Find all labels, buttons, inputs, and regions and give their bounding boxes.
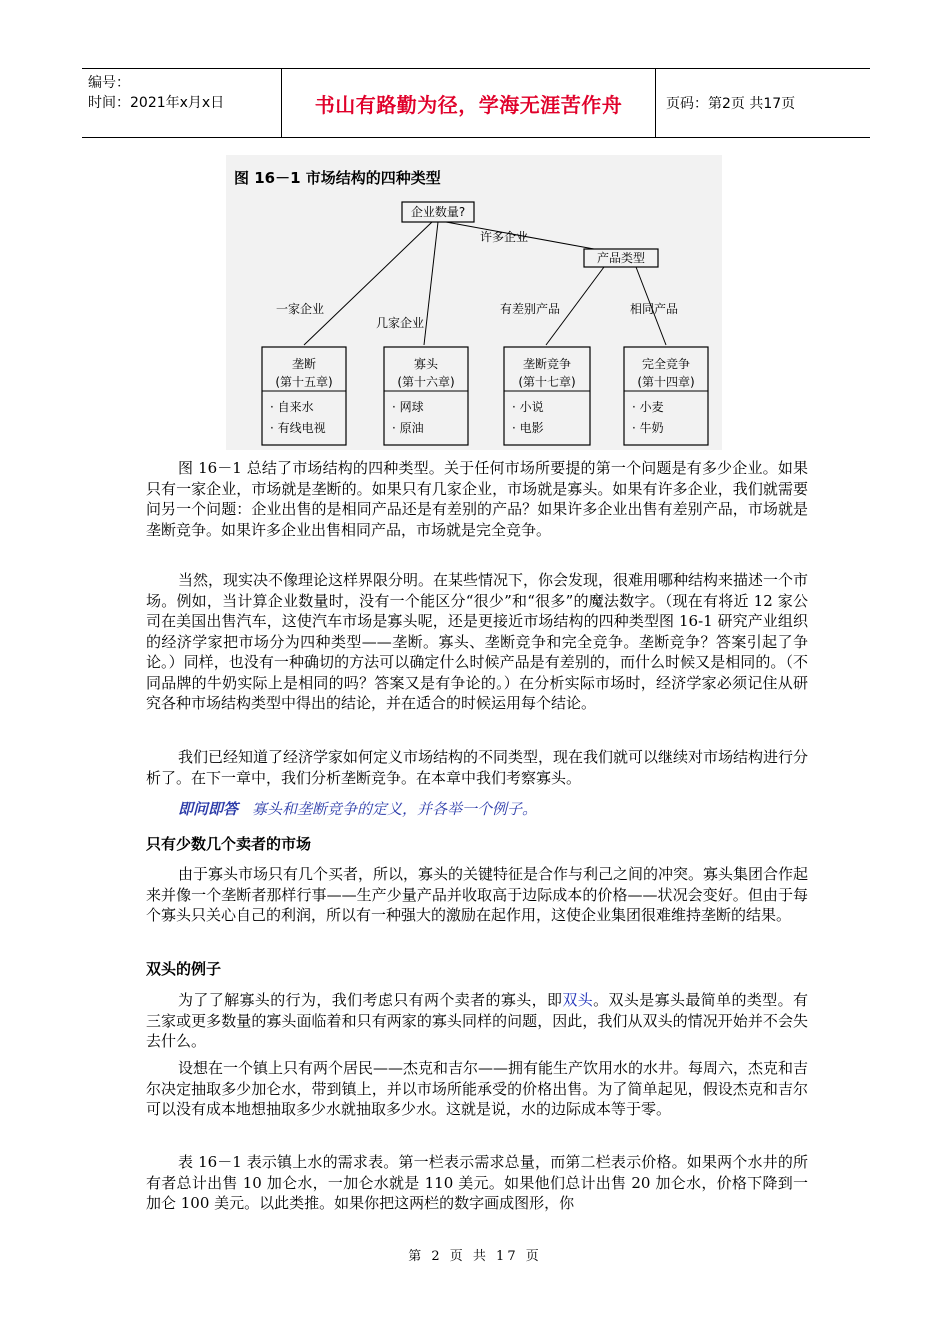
paragraph-5 (146, 990, 808, 1052)
branch-few-label: 几家企业 (376, 316, 425, 330)
paragraph-3: 我们已经知道了经济学家如何定义市场结构的不同类型，现在我们就可以继续对市场结构进行分析了。在下一章中，我们分析垄断竞争。在本章中我们考察寡头。 (146, 748, 809, 787)
paragraph-5-text-a: 为了了解寡头的行为，我们考虑只有两个卖者的寡头，即 (178, 991, 563, 1009)
leaf-chapter: (第十六章) (397, 375, 455, 389)
header-motto: 书山有路勤为径，学海无涯苦作舟 (282, 69, 656, 137)
leaf-example: · 小麦 (632, 400, 664, 414)
paragraph-2: 当然，现实决不像理论这样界限分明。在某些情况下，你会发现，很难用哪种结构来描述一个市场。例如，当计算企业数量时，没有一个能区分“很少”和“很多”的魔法数字。（现在有将近 12 家公司在美国出售汽车，这使汽车市场是寡头呢，还是更接近市场结构的四种类型图 16-1 研究产业组织的经济学家把市场分为四种类型——垄断。寡头、垄断竞争和完全竞争。垄断竞争？答案引起了争论。）同样，也没有一种确切的方法可以确定什么时候产品是有差别的，而什么时候又是相同的。（不同品牌的牛奶实际上是相同的吗？答案又是有争论的。）在分析实际市场时，经济学家必须记住从研究各种市场结构类型中得出的结论，并在适合的时候运用每个结论。 (146, 571, 809, 712)
product-node-label: 产品类型 (596, 251, 646, 265)
number-label: 编号： (88, 75, 130, 91)
leaf-example: · 小说 (512, 400, 544, 414)
paragraph-4: 由于寡头市场只有几个买者，所以，寡头的关键特征是合作与利己之间的冲突。寡头集团合作起来并像一个垄断者那样行事——生产少量产品并收取高于边际成本的价格——状况会变好。但由于每个寡头只关心自己的利润，所以有一种强大的激励在起作用，这使企业集团很难维持垄断的结果。 (146, 865, 809, 924)
quick-quiz (178, 798, 537, 819)
edge-few (424, 222, 438, 345)
paragraph-1: 图 16－1 总结了市场结构的四种类型。关于任何市场所要提的第一个问题是有多少企业。如果只有一家企业，市场就是垄断的。如果只有几家企业，市场就是寡头。如果有许多企业，我们就需要问另一个问题：企业出售的是相同产品还是有差别的产品？如果许多企业出售有差别产品，市场就是垄断竞争。如果许多企业出售相同产品，市场就是完全竞争。 (146, 459, 808, 539)
paragraph-6: 设想在一个镇上只有两个居民——杰克和吉尔——拥有能生产饮用水的水井。每周六，杰克和吉尔决定抽取多少加仑水，带到镇上，并以市场所能承受的价格出售。为了简单起见，假设杰克和吉尔可以没有成本地想抽取多少水就抽取多少水。这就是说，水的边际成本等于零。 (146, 1059, 809, 1118)
header-meta (82, 69, 282, 137)
section-heading-duopoly: 双头的例子 (146, 960, 222, 978)
branch-diff-label: 有差别产品 (500, 302, 561, 316)
root-node-label: 企业数量? (410, 205, 466, 219)
branch-same-label: 相同产品 (630, 302, 679, 316)
market-structure-figure (226, 155, 722, 450)
leaf-oligopoly (384, 347, 468, 445)
header-page-info: 页码：第2页 共17页 (666, 96, 796, 112)
page-footer: 第 2 页 共 17 页 (408, 1249, 542, 1264)
paragraph-5-text-b: 。双头是寡头最简单的类型。有三家或更多数量的寡头面临着和只有两家的寡头同样的问题，因此，我们从双头的情况开始并不会失去什么。 (146, 991, 808, 1050)
leaf-example: · 牛奶 (632, 421, 664, 435)
leaf-chapter: (第十四章) (637, 375, 695, 389)
date-label: 时间：2021年x月x日 (88, 95, 225, 111)
leaf-example: · 自来水 (270, 400, 314, 414)
leaf-name: 寡头 (413, 357, 439, 371)
leaf-example: · 原油 (392, 421, 424, 435)
leaf-perfect-competition (624, 347, 708, 445)
paragraph-7: 表 16－1 表示镇上水的需求表。第一栏表示需求总量，而第二栏表示价格。如果两个水井的所有者总计出售 10 加仑水，一加仑水就是 110 美元。如果他们总计出售 20 加仑水，价格下降到一加仑 100 美元。以此类推。如果你把这两栏的数字画成图形，你 (146, 1153, 808, 1212)
leaf-monopolistic-competition (504, 347, 590, 445)
quick-quiz-text: 寡头和垄断竞争的定义，并各举一个例子。 (252, 800, 538, 818)
leaf-monopoly (262, 347, 346, 445)
branch-many-label: 许多企业 (480, 230, 529, 244)
leaf-example: · 有线电视 (270, 421, 326, 435)
quick-quiz-label: 即问即答 (178, 800, 239, 818)
branch-one-label: 一家企业 (276, 302, 325, 316)
section-heading-oligopoly: 只有少数几个卖者的市场 (146, 835, 312, 853)
figure-diagram (226, 155, 722, 450)
leaf-example: · 网球 (392, 400, 424, 414)
leaf-name: 完全竞争 (641, 357, 691, 371)
leaf-chapter: (第十七章) (518, 375, 576, 389)
duopoly-term-link[interactable]: 双头 (562, 991, 594, 1009)
leaf-name: 垄断竞争 (522, 357, 572, 371)
leaf-chapter: (第十五章) (275, 375, 333, 389)
leaf-name: 垄断 (291, 357, 317, 371)
leaf-example: · 电影 (512, 421, 544, 435)
figure-title: 图 16－1 市场结构的四种类型 (234, 169, 441, 187)
page-header (82, 68, 870, 138)
